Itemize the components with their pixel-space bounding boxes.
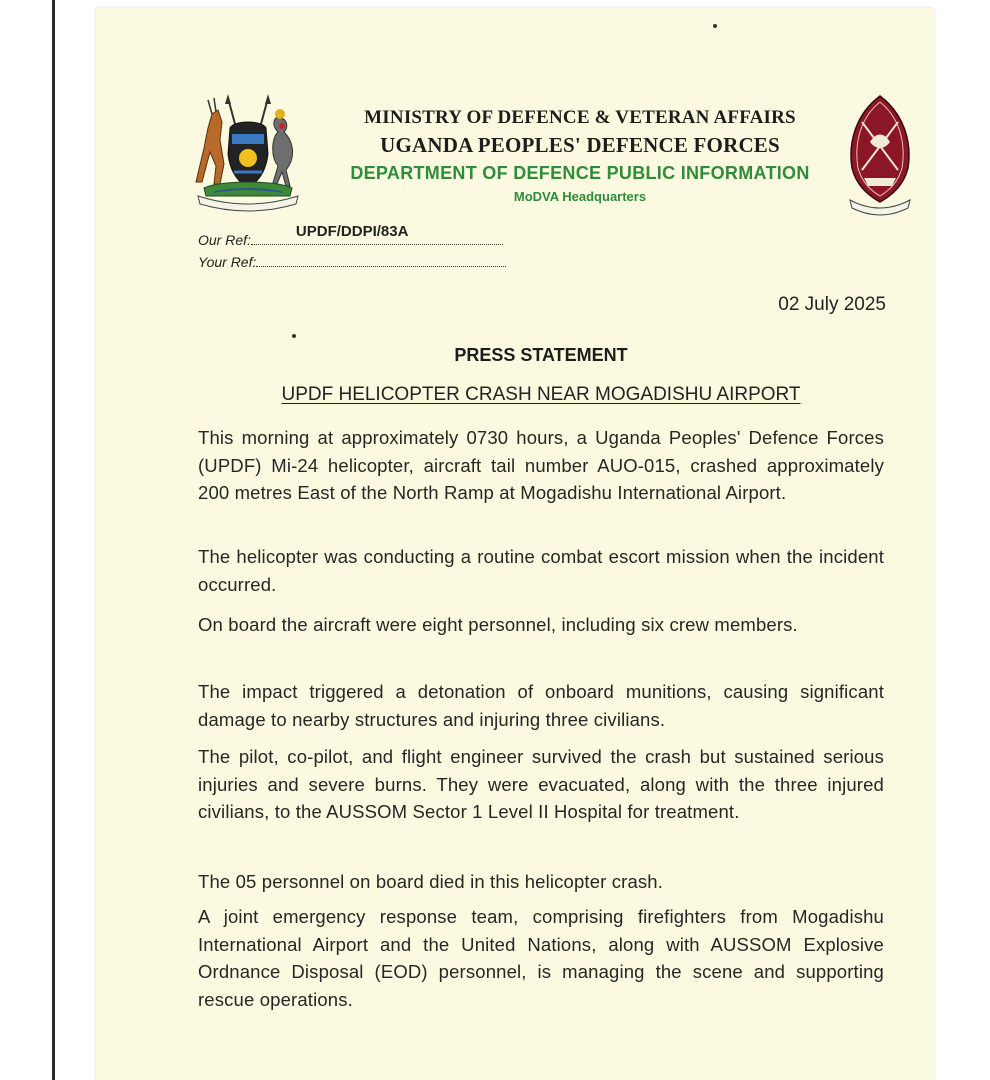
- your-ref-line: [198, 252, 506, 270]
- your-ref-label: Your Ref:: [198, 254, 257, 270]
- coat-of-arms-icon: [190, 92, 306, 212]
- body-paragraph: The impact triggered a detonation of onboard munitions, causing significant damage to nearby structures and injuring three civilians.: [198, 681, 884, 730]
- forces-heading: UGANDA PEOPLES' DEFENCE FORCES: [380, 133, 780, 157]
- body-paragraph: The pilot, co-pilot, and flight engineer survived the crash but sustained serious injuries and severe burns. They were evacuated, along with the three injured civilians, to the AUSSOM Sector 1 Level II Hospital for treatment.: [198, 746, 884, 822]
- office-heading: MoDVA Headquarters: [513, 189, 647, 204]
- document-date: 02 July 2025: [778, 294, 886, 315]
- body-paragraph: On board the aircraft were eight personnel, including six crew members.: [198, 614, 798, 635]
- scan-speck: [713, 24, 717, 28]
- scan-speck: [292, 334, 296, 338]
- your-ref-dotted-field: [256, 252, 506, 267]
- department-heading: DEPARTMENT OF DEFENCE PUBLIC INFORMATION: [350, 163, 810, 183]
- subtitle-text: UPDF HELICOPTER CRASH NEAR MOGADISHU AIRPORT: [281, 384, 801, 405]
- our-ref-dotted-field: [251, 223, 503, 245]
- body-paragraph: The 05 personnel on board died in this helicopter crash.: [198, 871, 664, 892]
- our-ref-value: UPDF/DDPI/83A: [295, 223, 409, 240]
- document-title: PRESS STATEMENT: [454, 345, 628, 365]
- document-subtitle: [198, 384, 884, 406]
- body-paragraph: This morning at approximately 0730 hours, a Uganda Peoples' Defence Forces (UPDF) Mi-24 helicopter, aircraft tail number AUO-015, crashed approximately 200 metres East of the North Ramp at Mogadishu International Airport.: [198, 427, 884, 503]
- our-ref-label: Our Ref:: [198, 232, 251, 248]
- body-paragraph: A joint emergency response team, comprising firefighters from Mogadishu International Airport and the United Nations, along with AUSSOM Explosive Ordnance Disposal (EOD) personnel, is managing the scene and supporting rescue operations.: [198, 906, 884, 1010]
- our-ref-line: [198, 223, 503, 248]
- scan-edge-line: [52, 0, 55, 1080]
- body-paragraph: The helicopter was conducting a routine combat escort mission when the incident occurred.: [198, 546, 884, 595]
- ministry-heading: MINISTRY OF DEFENCE & VETERAN AFFAIRS: [364, 107, 796, 128]
- updf-crest-icon: [842, 92, 918, 216]
